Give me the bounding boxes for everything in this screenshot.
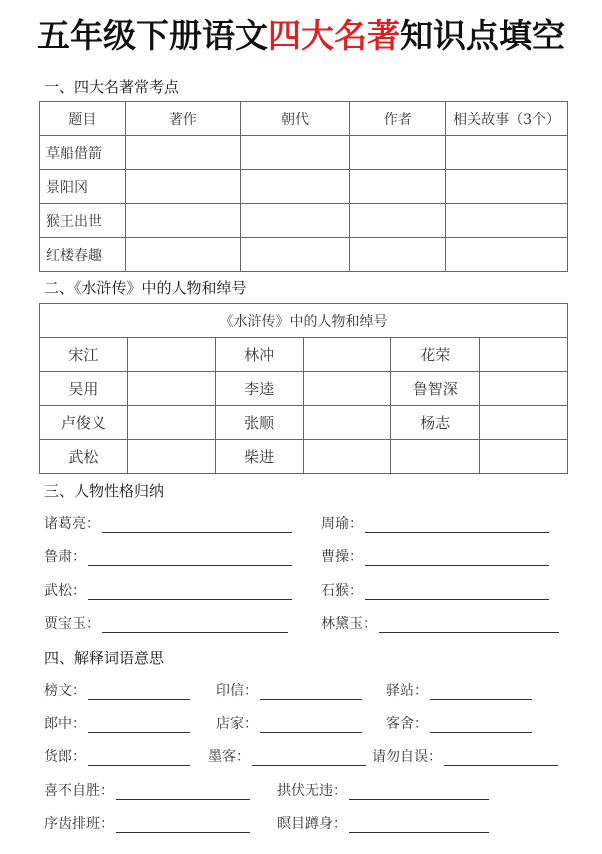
fill-blank-item — [44, 580, 292, 600]
fill-blank-item — [386, 713, 532, 733]
fill-label: 诸葛亮： — [44, 516, 100, 532]
fill-blank-item — [44, 513, 292, 533]
answer-line[interactable] — [349, 818, 489, 833]
table-row — [40, 372, 568, 406]
answer-cell[interactable] — [350, 204, 446, 238]
answer-cell[interactable] — [125, 238, 240, 272]
answer-cell[interactable] — [480, 406, 568, 440]
character-name: 林冲 — [215, 338, 303, 372]
section4-heading: 四、解释词语意思 — [44, 649, 165, 667]
fill-label: 鲁肃： — [44, 549, 86, 565]
answer-cell[interactable] — [240, 136, 350, 170]
fill-label: 驿站： — [386, 683, 428, 699]
fill-blank-item — [44, 546, 292, 566]
answer-cell[interactable] — [240, 204, 350, 238]
answer-line[interactable] — [88, 685, 190, 700]
character-name: 鲁智深 — [391, 372, 480, 406]
character-name: 柴进 — [215, 440, 303, 474]
fill-blank-item — [277, 780, 489, 800]
answer-cell[interactable] — [127, 338, 215, 372]
character-name: 李逵 — [215, 372, 303, 406]
nickname-table — [39, 303, 568, 474]
answer-cell[interactable] — [303, 440, 391, 474]
fill-blank-item — [44, 746, 190, 766]
answer-cell[interactable] — [350, 238, 446, 272]
fill-label: 拱伏无违： — [277, 783, 347, 799]
answer-line[interactable] — [365, 518, 549, 533]
section3-heading: 三、人物性格归纳 — [44, 482, 165, 500]
fill-label: 武松： — [44, 583, 86, 599]
fill-label: 墨客： — [208, 749, 250, 765]
table-row — [40, 204, 568, 238]
row-label: 景阳冈 — [40, 170, 126, 204]
fill-blank-item — [208, 746, 366, 766]
answer-line[interactable] — [88, 751, 190, 766]
answer-cell[interactable] — [127, 440, 215, 474]
answer-cell[interactable] — [446, 170, 568, 204]
fill-label: 喜不自胜： — [44, 783, 114, 799]
fill-blank-item — [386, 680, 532, 700]
header-cell: 相关故事（3个） — [446, 102, 568, 136]
answer-line[interactable] — [365, 551, 549, 566]
fill-blank-item — [216, 713, 362, 733]
answer-cell[interactable] — [127, 406, 215, 440]
table-row — [40, 238, 568, 272]
fill-blank-item — [321, 613, 559, 633]
answer-line[interactable] — [430, 685, 532, 700]
title-part-3: 知识点填空 — [400, 16, 565, 55]
answer-cell[interactable] — [125, 204, 240, 238]
fill-blank-item — [321, 546, 549, 566]
classics-table — [39, 101, 568, 272]
fill-label: 榜文： — [44, 683, 86, 699]
fill-blank-item — [372, 746, 558, 766]
row-label: 猴王出世 — [40, 204, 126, 238]
fill-label: 客舍： — [386, 716, 428, 732]
answer-cell[interactable] — [480, 372, 568, 406]
character-name: 吴用 — [40, 372, 128, 406]
answer-cell[interactable] — [303, 338, 391, 372]
answer-line[interactable] — [116, 818, 250, 833]
fill-blank-item — [44, 813, 250, 833]
answer-cell[interactable] — [446, 238, 568, 272]
character-name: 张顺 — [215, 406, 303, 440]
answer-line[interactable] — [252, 751, 366, 766]
fill-blank-item — [44, 713, 190, 733]
answer-cell[interactable] — [480, 440, 568, 474]
table-row — [40, 338, 568, 372]
character-name: 武松 — [40, 440, 128, 474]
fill-label: 印信： — [216, 683, 258, 699]
row-label: 草船借箭 — [40, 136, 126, 170]
fill-blank-item — [321, 580, 549, 600]
answer-line[interactable] — [379, 618, 559, 633]
fill-blank-item — [44, 780, 250, 800]
fill-label: 瞑目蹲身： — [277, 816, 347, 832]
table-row — [40, 406, 568, 440]
answer-cell[interactable] — [240, 238, 350, 272]
answer-cell[interactable] — [446, 204, 568, 238]
fill-label: 序齿排班： — [44, 816, 114, 832]
answer-cell[interactable] — [125, 170, 240, 204]
answer-cell[interactable] — [480, 338, 568, 372]
section1-heading: 一、四大名著常考点 — [44, 78, 180, 96]
fill-blank-item — [321, 513, 549, 533]
table-caption: 《水浒传》中的人物和绰号 — [40, 304, 568, 338]
answer-line[interactable] — [102, 618, 288, 633]
answer-line[interactable] — [260, 685, 362, 700]
answer-line[interactable] — [260, 718, 362, 733]
table-header-row — [40, 102, 568, 136]
fill-blank-item — [277, 813, 489, 833]
answer-line[interactable] — [116, 785, 250, 800]
fill-label: 曹操： — [321, 549, 363, 565]
fill-label: 货郎： — [44, 749, 86, 765]
fill-label: 店家： — [216, 716, 258, 732]
fill-label: 林黛玉： — [321, 616, 377, 632]
title-highlight: 四大名著 — [268, 16, 400, 55]
answer-cell[interactable] — [303, 406, 391, 440]
character-name: 花荣 — [391, 338, 480, 372]
answer-line[interactable] — [444, 751, 558, 766]
answer-cell[interactable] — [446, 136, 568, 170]
table-row — [40, 440, 568, 474]
fill-blank-item — [44, 613, 288, 633]
answer-line[interactable] — [349, 785, 489, 800]
answer-line[interactable] — [88, 718, 190, 733]
table-row — [40, 170, 568, 204]
answer-line[interactable] — [88, 585, 292, 600]
answer-cell[interactable] — [303, 372, 391, 406]
character-name: 杨志 — [391, 406, 480, 440]
character-name: 卢俊义 — [40, 406, 128, 440]
fill-blank-item — [44, 680, 190, 700]
section2-heading: 二、《水浒传》中的人物和绰号 — [44, 279, 247, 297]
answer-cell[interactable] — [240, 170, 350, 204]
fill-label: 请勿自误： — [372, 749, 442, 765]
answer-line[interactable] — [88, 551, 292, 566]
fill-label: 石猴： — [321, 583, 363, 599]
answer-cell[interactable] — [350, 136, 446, 170]
answer-cell[interactable] — [127, 372, 215, 406]
answer-line[interactable] — [365, 585, 549, 600]
answer-cell[interactable] — [125, 136, 240, 170]
header-cell: 题目 — [40, 102, 126, 136]
character-name: 宋江 — [40, 338, 128, 372]
answer-line[interactable] — [430, 718, 532, 733]
header-cell: 朝代 — [240, 102, 350, 136]
page-title — [0, 10, 602, 57]
table-row — [40, 136, 568, 170]
fill-blank-item — [216, 680, 362, 700]
fill-label: 郎中： — [44, 716, 86, 732]
header-cell: 作者 — [350, 102, 446, 136]
answer-line[interactable] — [102, 518, 292, 533]
row-label: 红楼春趣 — [40, 238, 126, 272]
answer-cell[interactable] — [350, 170, 446, 204]
character-name — [391, 440, 480, 474]
fill-label: 贾宝玉： — [44, 616, 100, 632]
title-part-1: 五年级下册语文 — [37, 16, 268, 55]
header-cell: 著作 — [125, 102, 240, 136]
fill-label: 周瑜： — [321, 516, 363, 532]
